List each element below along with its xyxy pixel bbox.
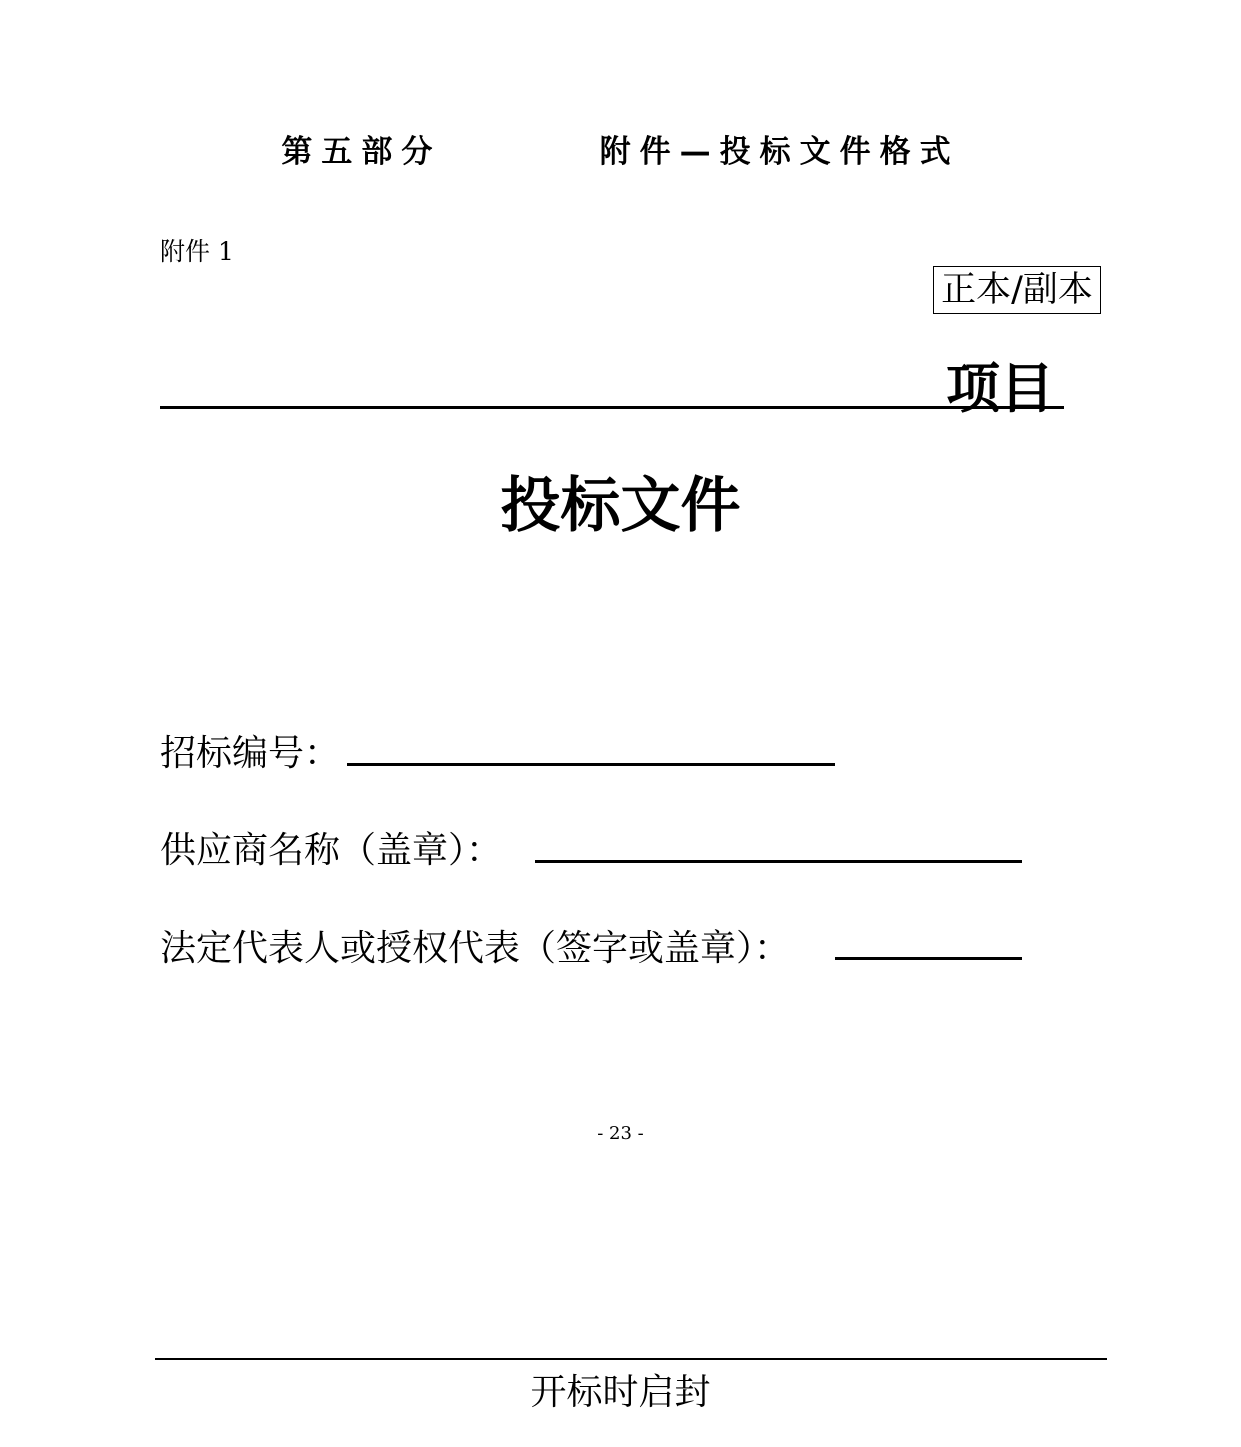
document-title: 投标文件 [500, 471, 741, 541]
supplier-name-line [535, 860, 1022, 863]
page-number: - 23 - [597, 1123, 644, 1144]
copy-type-box: 正本/副本 [933, 266, 1101, 314]
project-name-line [160, 406, 1064, 409]
attachment-label: 附件 1 [160, 237, 234, 266]
footer-rule [155, 1358, 1107, 1360]
legal-representative-line [835, 957, 1022, 960]
footer-text: 开标时启封 [530, 1372, 711, 1413]
section-title: 第五部分 附件—投标文件格式 [281, 134, 960, 170]
legal-representative-label: 法定代表人或授权代表（签字或盖章）： [160, 928, 791, 969]
supplier-name-label: 供应商名称（盖章）： [160, 830, 503, 871]
tender-number-line [347, 763, 835, 766]
project-suffix: 项目 [946, 357, 1054, 420]
tender-number-label: 招标编号： [160, 733, 341, 774]
